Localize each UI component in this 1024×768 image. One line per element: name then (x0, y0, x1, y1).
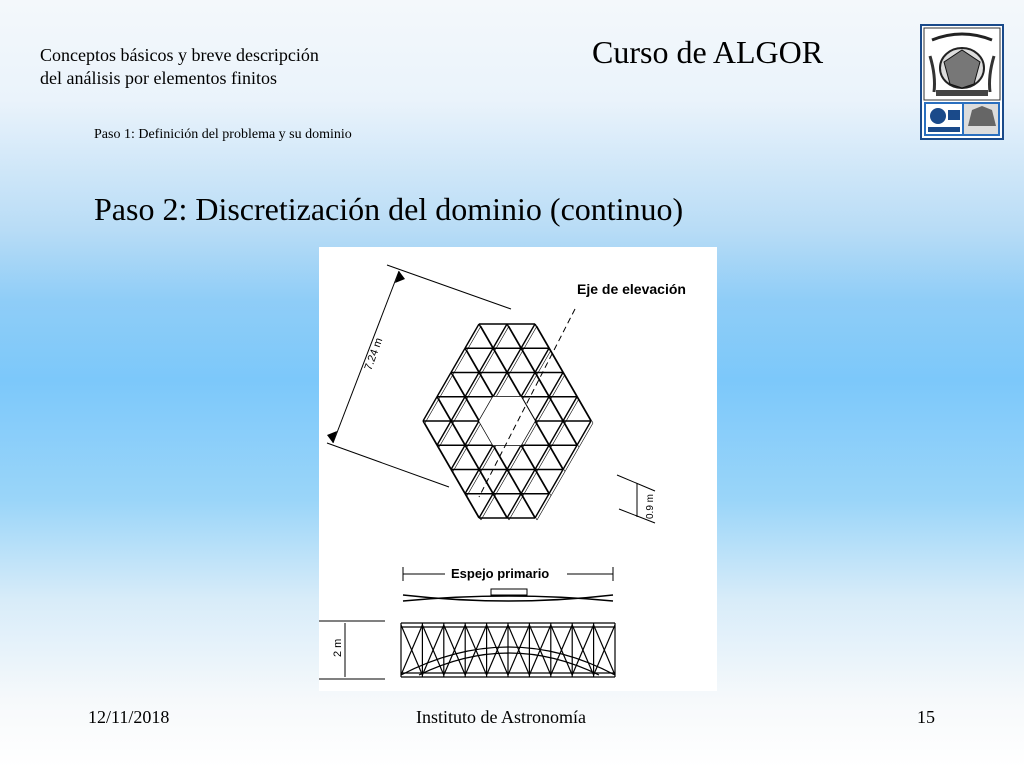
footer-institution: Instituto de Astronomía (416, 707, 586, 727)
slide-subtitle (40, 44, 319, 90)
unam-logo (920, 24, 1004, 140)
subtitle-line-2: del análisis por elementos finitos (40, 68, 277, 88)
subtitle-line-1: Conceptos básicos y breve descripción (40, 45, 319, 65)
height-label: 2 m (332, 638, 344, 657)
step-2-heading: Paso 2: Discretización del dominio (continuo) (94, 191, 684, 227)
primary-mirror-label: Espejo primario (451, 566, 550, 581)
unam-coat-of-arms-icon (922, 26, 1002, 138)
spacing-label: 0.9 m (645, 493, 656, 519)
elevation-axis-label: Eje de elevación (577, 281, 686, 297)
course-title: Curso de ALGOR (592, 34, 824, 70)
diameter-label: 7.24 m (362, 336, 386, 373)
support-truss (401, 623, 615, 677)
mirror-structure-diagram (319, 247, 717, 691)
footer-page-number: 15 (917, 707, 935, 727)
footer-date: 12/11/2018 (88, 707, 170, 727)
triangular-mesh (423, 324, 593, 520)
step-1-text: Paso 1: Definición del problema y su dominio (94, 127, 352, 142)
